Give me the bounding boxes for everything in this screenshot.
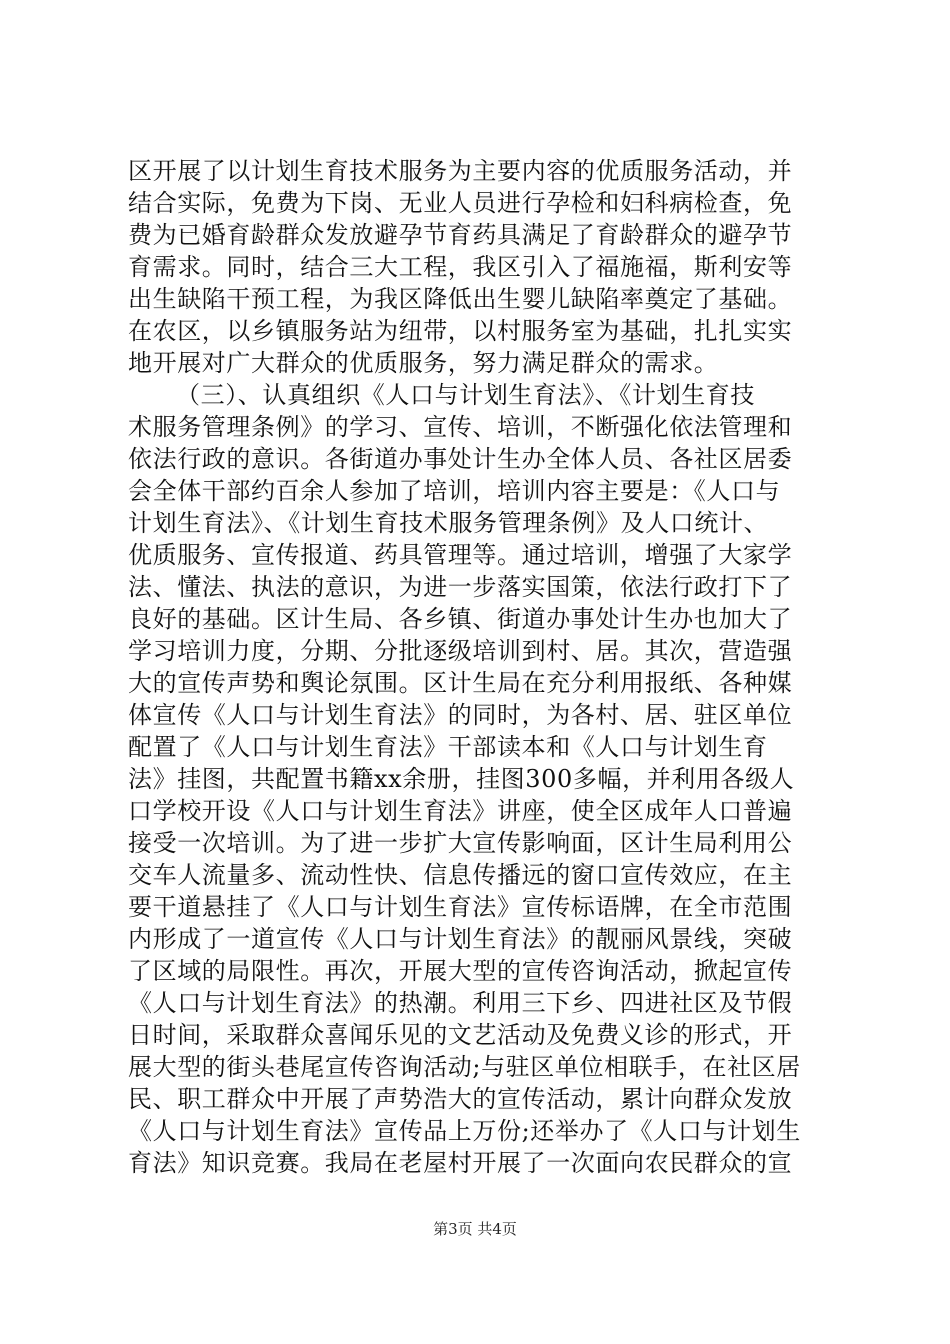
text-line: 口学校开设《人口与计划生育法》讲座，使全区成年人口普遍 (128, 797, 793, 825)
paragraph-start-line: （三）、认真组织《人口与计划生育法》、《计划生育技 (176, 381, 755, 409)
text-line: 接受一次培训。为了进一步扩大宣传影响面，区计生局利用公 (128, 829, 793, 857)
text-line: 出生缺陷干预工程，为我区降低出生婴儿缺陷率奠定了基础。 (128, 285, 793, 313)
text-line: 配置了《人口与计划生育法》干部读本和《人口与计划生育 (128, 733, 768, 761)
text-line: 《人口与计划生育法》的热潮。利用三下乡、四进社区及节假 (128, 989, 793, 1017)
text-line: 大的宣传声势和舆论氛围。区计生局在充分利用报纸、各种媒 (128, 669, 793, 697)
text-line: 了区域的局限性。再次，开展大型的宣传咨询活动，掀起宣传 (128, 957, 793, 985)
text-line: 计划生育法》、《计划生育技术服务管理条例》及人口统计、 (128, 509, 769, 537)
text-line: 《人口与计划生育法》宣传品上万份;还举办了《人口与计划生 (128, 1117, 801, 1145)
text-line: 良好的基础。区计生局、各乡镇、街道办事处计生办也加大了 (128, 605, 793, 633)
text-line: 区开展了以计划生育技术服务为主要内容的优质服务活动，并 (128, 157, 793, 185)
body-text (128, 155, 828, 1179)
text-line: 在农区，以乡镇服务站为纽带，以村服务室为基础，扎扎实实 (128, 317, 793, 345)
text-line: 育法》知识竞赛。我局在老屋村开展了一次面向农民群众的宣 (128, 1149, 793, 1177)
text-line: 育需求。同时，结合三大工程，我区引入了福施福，斯利安等 (128, 253, 793, 281)
text-line: 学习培训力度，分期、分批逐级培训到村、居。其次，营造强 (128, 637, 793, 665)
text-line: 地开展对广大群众的优质服务，努力满足群众的需求。 (128, 349, 719, 377)
text-line: 术服务管理条例》的学习、宣传、培训，不断强化依法管理和 (128, 413, 793, 441)
text-line: 日时间，采取群众喜闻乐见的文艺活动及免费义诊的形式，开 (128, 1021, 793, 1049)
text-line: 法》挂图，共配置书籍xx余册，挂图300多幅，并利用各级人 (128, 765, 795, 793)
text-line: 体宣传《人口与计划生育法》的同时，为各村、居、驻区单位 (128, 701, 793, 729)
text-line: 民、职工群众中开展了声势浩大的宣传活动，累计向群众发放 (128, 1085, 793, 1113)
text-line: 交车人流量多、流动性快、信息传播远的窗口宣传效应，在主 (128, 861, 793, 889)
text-line: 优质服务、宣传报道、药具管理等。通过培训，增强了大家学 (128, 541, 793, 569)
text-line: 费为已婚育龄群众发放避孕节育药具满足了育龄群众的避孕节 (128, 221, 793, 249)
text-line: 法、懂法、执法的意识，为进一步落实国策，依法行政打下了 (128, 573, 793, 601)
text-line: 结合实际，免费为下岗、无业人员进行孕检和妇科病检查，免 (128, 189, 793, 217)
text-line: 会全体干部约百余人参加了培训，培训内容主要是：《人口与 (128, 477, 781, 505)
text-line: 依法行政的意识。各街道办事处计生办全体人员、各社区居委 (128, 445, 793, 473)
text-line: 展大型的街头巷尾宣传咨询活动;与驻区单位相联手，在社区居 (128, 1053, 801, 1081)
text-line: 内形成了一道宣传《人口与计划生育法》的靓丽风景线，突破 (128, 925, 793, 953)
page-number-footer: 第3页 共4页 (433, 1220, 517, 1238)
text-line: 要干道悬挂了《人口与计划生育法》宣传标语牌，在全市范围 (128, 893, 793, 921)
